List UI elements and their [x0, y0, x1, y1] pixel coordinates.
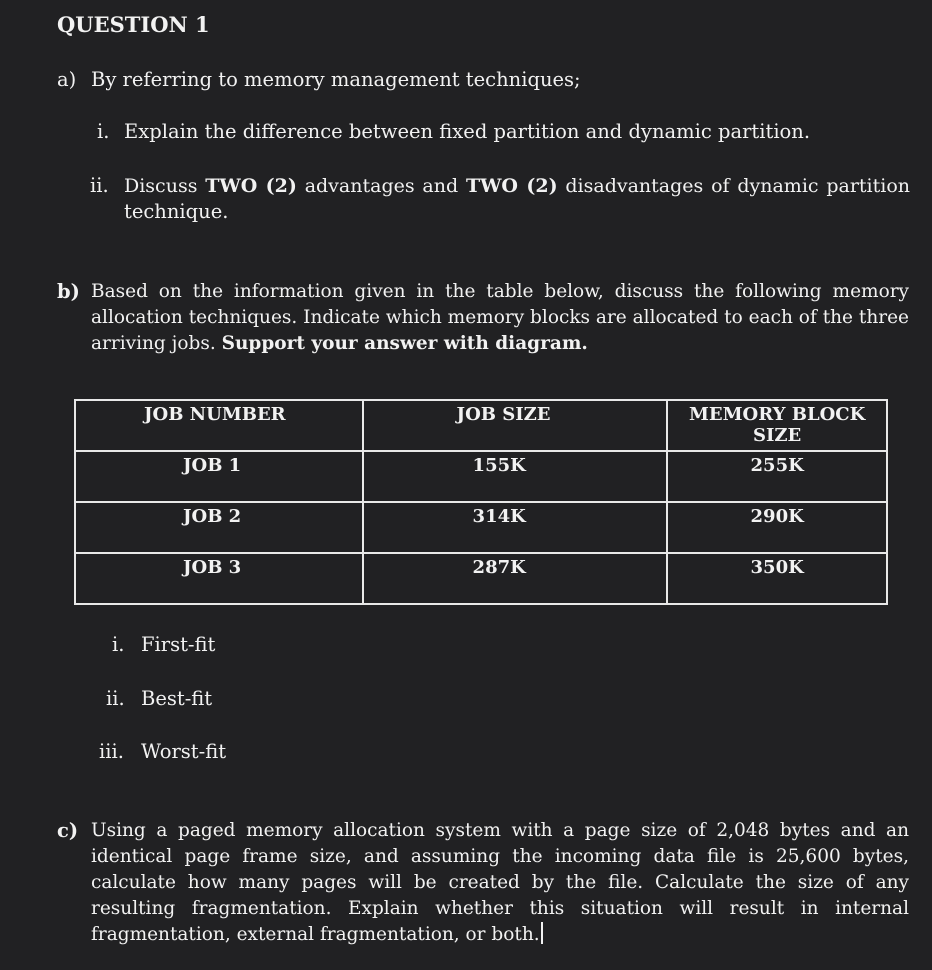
cell-job-size: 155K — [363, 451, 668, 502]
part-b-item-1 — [112, 632, 216, 658]
part-b-item-3-marker: iii. — [99, 740, 124, 763]
table-row — [75, 502, 887, 553]
header-job-size: JOB SIZE — [363, 400, 668, 451]
part-a-item-2-text-2: advantages and — [304, 175, 459, 197]
job-table — [74, 399, 888, 605]
cell-job-number: JOB 1 — [75, 451, 363, 502]
header-memory-block-size: MEMORY BLOCK SIZE — [667, 400, 887, 451]
part-a — [57, 67, 581, 93]
cell-memory-block-size: 350K — [667, 553, 887, 604]
part-b-body: Based on the information given in the table below, discuss the following memory allocation techniques. Indicate which memory blocks are allocated to each of the three arriving jobs. — [91, 281, 909, 354]
cell-job-size: 314K — [363, 502, 668, 553]
part-b-item-1-marker: i. — [112, 633, 125, 656]
part-c-label: c) — [57, 819, 79, 842]
part-a-item-1 — [97, 119, 811, 145]
part-b-item-3-text: Worst-fit — [141, 740, 227, 763]
part-b-item-2 — [106, 686, 213, 712]
table-row — [75, 553, 887, 604]
cell-job-number: JOB 3 — [75, 553, 363, 604]
part-c-body: Using a paged memory allocation system with a page size of 2,048 bytes and an identical page frame size, and assuming the incoming data file is 25,600 bytes, calculate how many pages will be created by the file. Calculate the size of any resulting fragmentation. Explain whether this situation will result in internal fragmentation, external fragmentation, or both. — [91, 820, 909, 945]
part-a-item-1-text: Explain the difference between fixed partition and dynamic partition. — [124, 120, 811, 143]
part-a-item-1-marker: i. — [97, 120, 110, 143]
cell-job-size: 287K — [363, 553, 668, 604]
question-title: QUESTION 1 — [57, 12, 210, 37]
part-a-label: a) — [57, 68, 77, 91]
header-job-number: JOB NUMBER — [75, 400, 363, 451]
part-b-bold: Support your answer with diagram. — [221, 333, 588, 354]
part-b-item-2-text: Best-fit — [141, 687, 213, 710]
part-b-item-1-text: First-fit — [141, 633, 216, 656]
table-header-row — [75, 400, 887, 451]
part-a-item-2 — [90, 173, 910, 225]
part-a-item-2-bold-2: TWO (2) — [465, 175, 558, 197]
part-b-label: b) — [57, 280, 80, 303]
part-c-text — [91, 818, 909, 948]
part-b-item-2-marker: ii. — [106, 687, 125, 710]
part-a-item-2-bold-1: TWO (2) — [205, 175, 297, 197]
part-a-item-2-marker: ii. — [90, 174, 109, 197]
text-cursor — [541, 922, 543, 944]
part-b-item-3 — [99, 739, 227, 765]
part-a-item-2-text-1: Discuss — [124, 175, 198, 197]
cell-job-number: JOB 2 — [75, 502, 363, 553]
part-a-item-2-line-1 — [124, 173, 910, 199]
part-b-text — [91, 279, 909, 357]
part-a-intro: By referring to memory management techniques; — [91, 68, 581, 91]
cell-memory-block-size: 290K — [667, 502, 887, 553]
table-row — [75, 451, 887, 502]
part-a-item-2-text-3: disadvantages of dynamic partition — [565, 175, 911, 197]
part-a-item-2-text-4: technique. — [124, 200, 229, 223]
cell-memory-block-size: 255K — [667, 451, 887, 502]
